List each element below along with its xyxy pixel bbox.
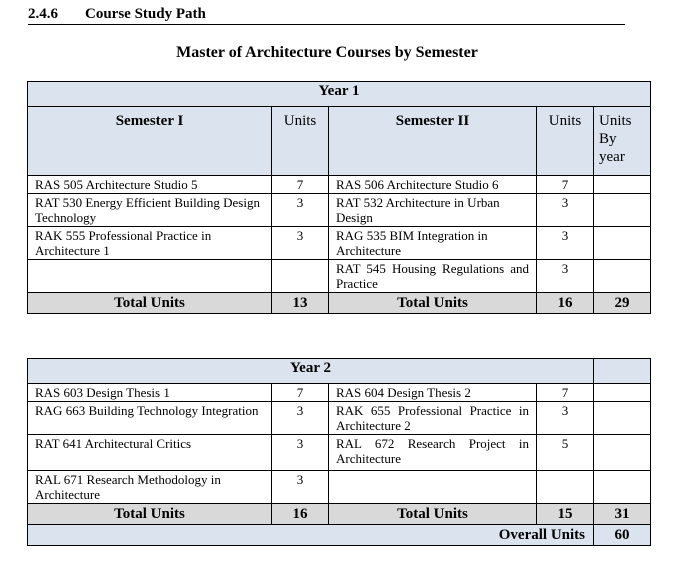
total-label: Total Units [28,504,272,525]
units-cell: 7 [272,384,329,402]
units-cell: 3 [272,471,329,504]
course-cell: RAT 530 Energy Efficient Building Design Technology [28,194,272,227]
course-cell [28,260,272,293]
table-row [28,176,651,194]
course-cell: RAS 505 Architecture Studio 5 [28,176,272,194]
section-title: Course Study Path [85,6,206,22]
course-cell: RAG 663 Building Technology Integration [28,402,272,435]
course-cell: RAL 672 Research Project in Architecture [329,435,537,471]
units-cell: 5 [537,435,594,471]
course-cell: RAS 603 Design Thesis 1 [28,384,272,402]
course-cell: RAT 545 Housing Regulations and Practice [329,260,537,293]
units-cell: 3 [272,227,329,260]
table-row [28,471,651,504]
course-cell: RAS 604 Design Thesis 2 [329,384,537,402]
units-cell: 3 [272,402,329,435]
total-value: 15 [537,504,594,525]
course-cell: RAG 535 BIM Integration in Architecture [329,227,537,260]
units-cell: 7 [537,176,594,194]
units-cell: 3 [272,194,329,227]
units-cell [272,260,329,293]
course-cell: RAL 671 Research Methodology in Architecture [28,471,272,504]
units-cell: 7 [272,176,329,194]
units-cell: 3 [537,260,594,293]
total-value: 16 [537,293,594,314]
units-cell: 3 [537,194,594,227]
course-cell: RAT 641 Architectural Critics [28,435,272,471]
course-cell: RAK 555 Professional Practice in Architecture 1 [28,227,272,260]
overall-label: Overall Units [28,525,594,546]
table-row [28,227,651,260]
year-units-cell [594,471,651,504]
section-heading [28,6,625,25]
year2-header-empty [594,359,651,384]
semester2-header: Semester II [329,107,537,176]
table-row [28,435,651,471]
units-cell: 7 [537,384,594,402]
table-row [28,384,651,402]
total-row [28,293,651,314]
year1-label: Year 1 [28,82,651,107]
units-cell: 3 [272,435,329,471]
year-total-value: 31 [594,504,651,525]
total-value: 13 [272,293,329,314]
units-by-year-header: Units By year [594,107,651,176]
units2-header: Units [537,107,594,176]
units1-header: Units [272,107,329,176]
total-label: Total Units [329,293,537,314]
year-units-cell [594,227,651,260]
section-number: 2.4.6 [28,6,58,22]
year-total-value: 29 [594,293,651,314]
year-units-cell [594,402,651,435]
course-cell: RAS 506 Architecture Studio 6 [329,176,537,194]
overall-value: 60 [594,525,651,546]
table-caption: Master of Architecture Courses by Semester [176,44,478,61]
table-row [28,402,651,435]
year-units-cell [594,435,651,471]
total-label: Total Units [28,293,272,314]
units-cell: 3 [537,227,594,260]
course-cell: RAK 655 Professional Practice in Architecture 2 [329,402,537,435]
year-units-cell [594,384,651,402]
semester1-header: Semester I [28,107,272,176]
year1-table [27,81,651,314]
units-cell: 3 [537,402,594,435]
table-row [28,194,651,227]
units-cell [537,471,594,504]
table-row [28,260,651,293]
course-cell: RAT 532 Architecture in Urban Design [329,194,537,227]
year2-table [27,358,651,546]
year2-label: Year 2 [28,359,594,384]
total-row [28,504,651,525]
overall-row [28,525,651,546]
total-value: 16 [272,504,329,525]
year-units-cell [594,260,651,293]
course-cell [329,471,537,504]
year-units-cell [594,176,651,194]
year-units-cell [594,194,651,227]
total-label: Total Units [329,504,537,525]
